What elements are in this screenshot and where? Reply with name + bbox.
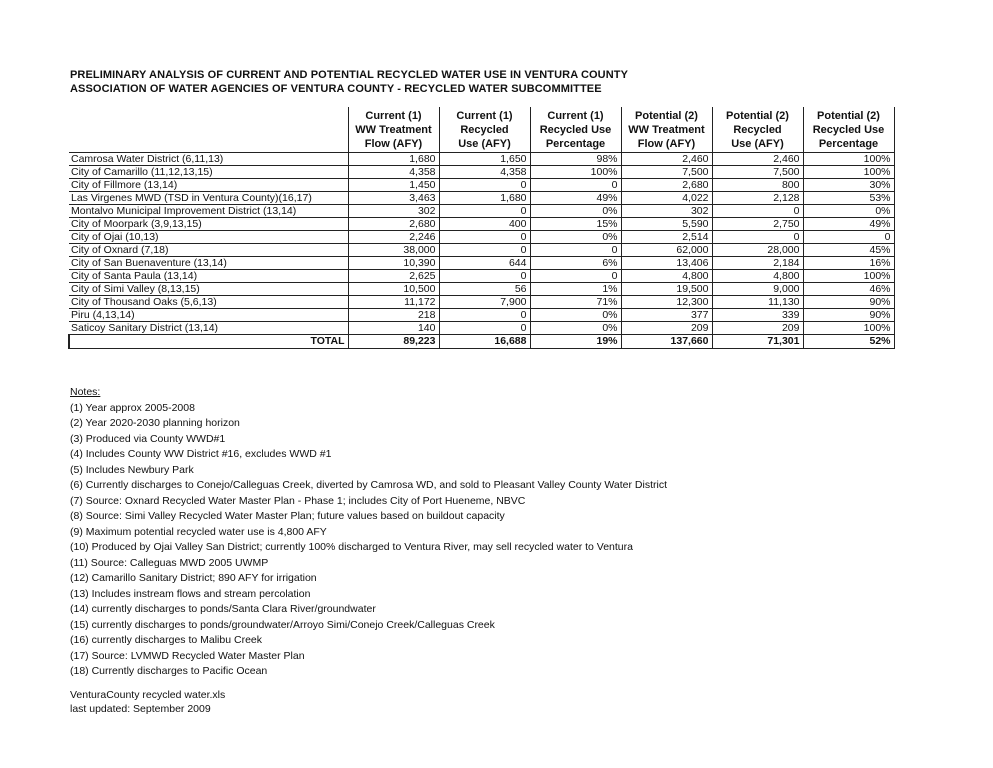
table-row <box>69 231 894 244</box>
notes-section <box>70 385 667 680</box>
table-cell: 2,246 <box>348 231 439 244</box>
table-cell: 218 <box>348 309 439 322</box>
table-cell: 45% <box>803 244 894 257</box>
table-cell: 2,128 <box>712 192 803 205</box>
table-cell: 0 <box>439 244 530 257</box>
table-row <box>69 322 894 335</box>
table-row <box>69 296 894 309</box>
table-cell: 1,680 <box>348 153 439 166</box>
table-cell: 9,000 <box>712 283 803 296</box>
note-item: (17) Source: LVMWD Recycled Water Master Plan <box>70 649 305 662</box>
table-cell: 0 <box>439 322 530 335</box>
table-cell: 0 <box>530 270 621 283</box>
table-cell: 0% <box>803 205 894 218</box>
table-cell: 7,900 <box>439 296 530 309</box>
note-item: (11) Source: Calleguas MWD 2005 UWMP <box>70 556 269 569</box>
table-cell: 98% <box>530 153 621 166</box>
agency-name: City of San Buenaventure (13,14) <box>69 257 348 270</box>
total-row <box>69 335 894 349</box>
column-header: Current (1) Recycled Use Percentage <box>530 107 621 153</box>
table-cell: 0% <box>530 322 621 335</box>
table-cell: 0 <box>712 231 803 244</box>
note-item: (4) Includes County WW District #16, excludes WWD #1 <box>70 448 332 460</box>
table-cell: 16% <box>803 257 894 270</box>
table-cell: 62,000 <box>621 244 712 257</box>
table-cell: 2,460 <box>621 153 712 166</box>
note-item: (15) currently discharges to ponds/groundwater/Arroyo Simi/Conejo Creek/Calleguas Creek <box>70 618 495 631</box>
table-cell: 209 <box>712 322 803 335</box>
note-item: (13) Includes instream flows and stream percolation <box>70 587 311 600</box>
table-cell: 2,514 <box>621 231 712 244</box>
total-label: TOTAL <box>69 335 348 349</box>
table-cell: 1,650 <box>439 153 530 166</box>
table-cell: 5,590 <box>621 218 712 231</box>
table-cell: 30% <box>803 179 894 192</box>
table-cell: 13,406 <box>621 257 712 270</box>
total-cell: 71,301 <box>712 335 803 349</box>
table-cell: 0 <box>530 244 621 257</box>
column-header: Current (1) Recycled Use (AFY) <box>439 107 530 153</box>
table-row <box>69 179 894 192</box>
table-cell: 12,300 <box>621 296 712 309</box>
table-cell: 90% <box>803 296 894 309</box>
note-item: (8) Source: Simi Valley Recycled Water Master Plan; future values based on buildout capacity <box>70 510 505 522</box>
table-cell: 11,172 <box>348 296 439 309</box>
note-item: (3) Produced via County WWD#1 <box>70 432 226 445</box>
table-cell: 4,022 <box>621 192 712 205</box>
table-cell: 28,000 <box>712 244 803 257</box>
header-row <box>69 107 894 153</box>
table-cell: 15% <box>530 218 621 231</box>
table-cell: 140 <box>348 322 439 335</box>
table-cell: 49% <box>530 192 621 205</box>
table-cell: 53% <box>803 192 894 205</box>
table-cell: 2,680 <box>621 179 712 192</box>
agency-name: City of Moorpark (3,9,13,15) <box>69 218 348 231</box>
note-item: (14) currently discharges to ponds/Santa Clara River/groundwater <box>70 603 376 615</box>
table-cell: 4,358 <box>348 166 439 179</box>
table-cell: 0 <box>439 231 530 244</box>
notes-heading: Notes: <box>70 386 101 398</box>
table-cell: 100% <box>803 166 894 179</box>
column-header: Potential (2) Recycled Use Percentage <box>803 107 894 153</box>
header-blank <box>69 107 348 153</box>
table-row <box>69 283 894 296</box>
title-line-2: ASSOCIATION OF WATER AGENCIES OF VENTURA COUNTY - RECYCLED WATER SUBCOMMITTEE <box>70 83 602 95</box>
table-row <box>69 192 894 205</box>
agency-name: Camrosa Water District (6,11,13) <box>69 153 348 166</box>
column-header: Current (1) WW Treatment Flow (AFY) <box>348 107 439 153</box>
agency-name: Las Virgenes MWD (TSD in Ventura County)(16,17) <box>69 192 348 205</box>
note-item: (12) Camarillo Sanitary District; 890 AFY for irrigation <box>70 572 317 584</box>
column-header: Potential (2) Recycled Use (AFY) <box>712 107 803 153</box>
note-item: (1) Year approx 2005-2008 <box>70 401 195 414</box>
table-cell: 90% <box>803 309 894 322</box>
agency-name: Piru (4,13,14) <box>69 309 348 322</box>
table-cell: 19,500 <box>621 283 712 296</box>
table-cell: 0 <box>439 179 530 192</box>
total-cell: 137,660 <box>621 335 712 349</box>
table-row <box>69 166 894 179</box>
table-row <box>69 244 894 257</box>
note-item: (9) Maximum potential recycled water use is 4,800 AFY <box>70 525 327 538</box>
table-cell: 4,800 <box>621 270 712 283</box>
agency-name: City of Simi Valley (8,13,15) <box>69 283 348 296</box>
total-cell: 16,688 <box>439 335 530 349</box>
note-item: (18) Currently discharges to Pacific Ocean <box>70 665 268 677</box>
column-header: Potential (2) WW Treatment Flow (AFY) <box>621 107 712 153</box>
table-cell: 0 <box>439 309 530 322</box>
table-cell: 100% <box>530 166 621 179</box>
table-cell: 1% <box>530 283 621 296</box>
table-cell: 400 <box>439 218 530 231</box>
table-cell: 4,358 <box>439 166 530 179</box>
table-cell: 644 <box>439 257 530 270</box>
table-cell: 302 <box>621 205 712 218</box>
agency-name: City of Fillmore (13,14) <box>69 179 348 192</box>
table-row <box>69 257 894 270</box>
agency-name: Saticoy Sanitary District (13,14) <box>69 322 348 335</box>
table-cell: 7,500 <box>712 166 803 179</box>
table-cell: 6% <box>530 257 621 270</box>
table-cell: 10,500 <box>348 283 439 296</box>
table-cell: 0% <box>530 231 621 244</box>
table-row <box>69 153 894 166</box>
table-cell: 10,390 <box>348 257 439 270</box>
table-cell: 71% <box>530 296 621 309</box>
table-cell: 3,463 <box>348 192 439 205</box>
table-cell: 56 <box>439 283 530 296</box>
agency-name: City of Thousand Oaks (5,6,13) <box>69 296 348 309</box>
table-cell: 2,184 <box>712 257 803 270</box>
table-cell: 0 <box>803 231 894 244</box>
note-item: (7) Source: Oxnard Recycled Water Master Plan - Phase 1; includes City of Port Hueneme, NBVC <box>70 494 526 507</box>
footer-last-updated: last updated: September 2009 <box>70 703 211 715</box>
agency-name: Montalvo Municipal Improvement District (13,14) <box>69 205 348 218</box>
table-cell: 209 <box>621 322 712 335</box>
table-cell: 1,680 <box>439 192 530 205</box>
table-cell: 46% <box>803 283 894 296</box>
total-cell: 19% <box>530 335 621 349</box>
table-cell: 0% <box>530 205 621 218</box>
agency-name: City of Santa Paula (13,14) <box>69 270 348 283</box>
table-row <box>69 218 894 231</box>
total-cell: 52% <box>803 335 894 349</box>
table-cell: 7,500 <box>621 166 712 179</box>
note-item: (2) Year 2020-2030 planning horizon <box>70 417 240 429</box>
table-cell: 302 <box>348 205 439 218</box>
table-row <box>69 270 894 283</box>
table-cell: 2,750 <box>712 218 803 231</box>
table-cell: 2,625 <box>348 270 439 283</box>
table-cell: 0 <box>439 270 530 283</box>
table-row <box>69 205 894 218</box>
agency-name: City of Oxnard (7,18) <box>69 244 348 257</box>
table-cell: 2,680 <box>348 218 439 231</box>
table-cell: 2,460 <box>712 153 803 166</box>
footer-filename: VenturaCounty recycled water.xls <box>70 689 226 701</box>
note-item: (6) Currently discharges to Conejo/Calleguas Creek, diverted by Camrosa WD, and sold to Pleasant Valley County Water District <box>70 479 667 491</box>
table-cell: 100% <box>803 270 894 283</box>
table-cell: 4,800 <box>712 270 803 283</box>
table-cell: 0 <box>530 179 621 192</box>
note-item: (16) currently discharges to Malibu Creek <box>70 634 262 646</box>
table-cell: 0 <box>439 205 530 218</box>
table-cell: 0% <box>530 309 621 322</box>
table-cell: 100% <box>803 153 894 166</box>
agency-name: City of Ojai (10,13) <box>69 231 348 244</box>
agency-name: City of Camarillo (11,12,13,15) <box>69 166 348 179</box>
title-line-1: PRELIMINARY ANALYSIS OF CURRENT AND POTENTIAL RECYCLED WATER USE IN VENTURA COUNTY <box>70 69 629 81</box>
total-cell: 89,223 <box>348 335 439 349</box>
table-cell: 11,130 <box>712 296 803 309</box>
document-title <box>70 68 628 96</box>
table-cell: 0 <box>712 205 803 218</box>
note-item: (5) Includes Newbury Park <box>70 463 194 476</box>
notes-list <box>70 401 667 680</box>
table-cell: 38,000 <box>348 244 439 257</box>
table-cell: 49% <box>803 218 894 231</box>
recycled-water-table <box>68 107 895 349</box>
table-cell: 100% <box>803 322 894 335</box>
table-cell: 339 <box>712 309 803 322</box>
footer <box>70 688 225 716</box>
table-cell: 800 <box>712 179 803 192</box>
note-item: (10) Produced by Ojai Valley San District; currently 100% discharged to Ventura River, may sell recycled water to Ventura <box>70 541 633 553</box>
table-row <box>69 309 894 322</box>
table-cell: 377 <box>621 309 712 322</box>
table-cell: 1,450 <box>348 179 439 192</box>
